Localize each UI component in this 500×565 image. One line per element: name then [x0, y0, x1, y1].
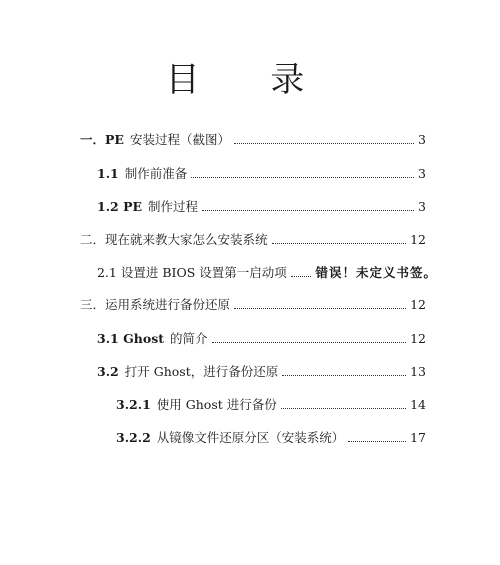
dot-leader: [191, 177, 414, 178]
toc-entry-number: 一．PE: [80, 132, 124, 147]
toc-entry-label: 制作前准备: [124, 166, 188, 181]
toc-entry-label: 2.1 设置进 BIOS 设置第一启动项: [97, 265, 287, 280]
toc-entry-3[interactable]: [80, 293, 426, 313]
toc-page-number: 3: [418, 199, 426, 214]
toc-entry-3-2-1[interactable]: [116, 393, 426, 413]
toc-page-number: 12: [410, 232, 426, 247]
bookmark-error-text: 错误！未定义书签。: [315, 265, 437, 280]
toc-entry-label: 三．运用系统进行备份还原: [80, 297, 231, 312]
toc-entry-number: 3.2.1: [116, 397, 151, 412]
toc-entry-3-2[interactable]: [97, 360, 426, 380]
toc-entry-label: 制作过程: [148, 199, 199, 214]
toc-entry-number: 1.2 PE: [97, 199, 143, 214]
page-title: 目 录: [165, 60, 335, 100]
dot-leader: [234, 143, 414, 144]
dot-leader: [291, 276, 312, 277]
toc-entry-label: 二．现在就来教大家怎么安装系统: [80, 232, 268, 247]
toc-page-number: 3: [418, 166, 426, 181]
dot-leader: [234, 308, 406, 309]
toc-entry-label: 的简介: [170, 331, 208, 346]
toc-page-number: 12: [410, 297, 426, 312]
toc-entry-label: 打开 Ghost，进行备份还原: [124, 364, 279, 379]
toc-entry-number: 3.2: [97, 364, 119, 379]
toc-entry-number: 1.1: [97, 166, 119, 181]
toc-entry-1[interactable]: [80, 128, 426, 148]
toc-entry-3-1[interactable]: [97, 327, 426, 347]
toc-entry-label: 从镜像文件还原分区（安装系统）: [156, 430, 345, 445]
toc-entry-label: 使用 Ghost 进行备份: [156, 397, 277, 412]
toc-entry-label: 安装过程（截图）: [129, 132, 230, 147]
toc-entry-2-1[interactable]: [97, 261, 437, 281]
toc-entry-1-1[interactable]: [97, 162, 426, 182]
toc-entry-3-2-2[interactable]: [116, 426, 426, 446]
toc-page-number: 12: [410, 331, 426, 346]
dot-leader: [281, 408, 406, 409]
toc-entry-number: 3.2.2: [116, 430, 151, 445]
toc-entry-1-2[interactable]: [97, 195, 426, 215]
toc-page-number: 13: [410, 364, 426, 379]
dot-leader: [348, 441, 406, 442]
toc-page-number: 3: [418, 132, 426, 147]
toc-page-number: 17: [410, 430, 426, 445]
toc-page-number: 14: [410, 397, 426, 412]
dot-leader: [282, 375, 406, 376]
toc-entry-number: 3.1 Ghost: [97, 331, 165, 346]
dot-leader: [272, 243, 407, 244]
toc-entry-2[interactable]: [80, 228, 426, 248]
dot-leader: [202, 210, 414, 211]
dot-leader: [212, 342, 407, 343]
